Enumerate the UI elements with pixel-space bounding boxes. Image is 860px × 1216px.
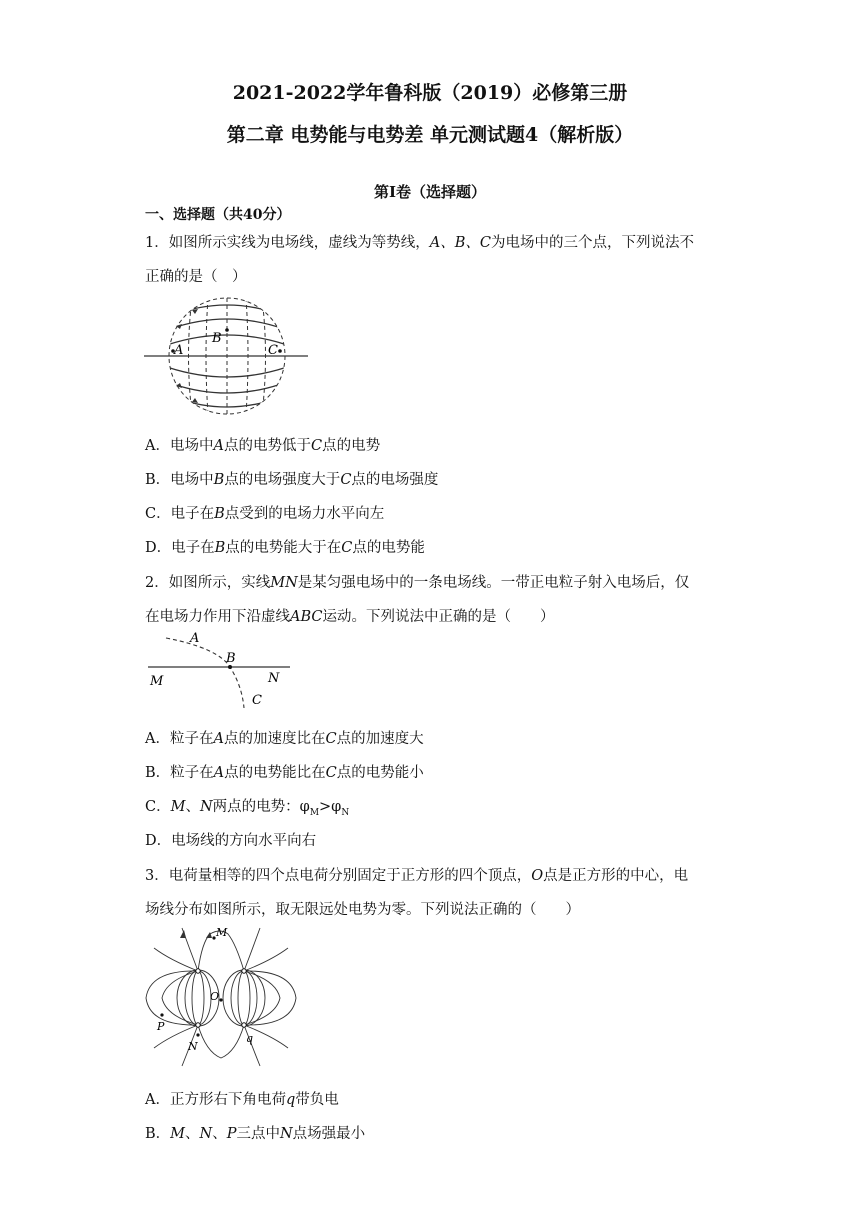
doc-title-line1: 2021-2022学年鲁科版（2019）必修第三册	[232, 82, 628, 104]
q1-label-c: C	[268, 343, 278, 358]
q1-stem-line2: 正确的是（ ）	[145, 269, 247, 285]
q3-label-p: P	[157, 1020, 165, 1033]
q2-label-m: M	[150, 674, 164, 689]
q2-option-c: C．M、N两点的电势：$\varphi_M>\varphi_N$	[145, 799, 350, 818]
q1-field-figure	[140, 296, 315, 416]
q1-option-b: B．电场中B点的电场强度大于C点的电场强度	[145, 472, 439, 488]
q3-label-q: q	[246, 1032, 254, 1045]
q1-label-a: A	[174, 343, 184, 358]
q3-charges-figure	[140, 920, 300, 1068]
q2-stem-line2: 在电场力作用下沿虚线ABC运动。下列说法中正确的是（ ）	[145, 609, 555, 625]
q2-option-a: A．粒子在A点的加速度比在C点的加速度大	[145, 731, 424, 747]
q3-label-o: O	[210, 990, 220, 1003]
q3-label-m: M	[216, 926, 228, 939]
q1-stem-line1: 1．如图所示实线为电场线，虚线为等势线，A、B、C为电场中的三个点，下列说法不	[145, 235, 694, 251]
q2-option-b: B．粒子在A点的电势能比在C点的电势能小	[145, 765, 424, 781]
q2-trajectory-figure	[140, 628, 300, 710]
q1-label-b: B	[212, 331, 222, 346]
q3-stem-line2: 场线分布如图所示，取无限远处电势为零。下列说法正确的（ ）	[145, 902, 580, 918]
doc-title-line2: 第二章 电势能与电势差 单元测试题4（解析版）	[226, 124, 634, 146]
q2-option-d: D．电场线的方向水平向右	[145, 833, 317, 849]
q2-label-a: A	[190, 631, 200, 646]
volume-heading: 第Ⅰ卷（选择题）	[373, 183, 487, 201]
q2-label-b: B	[226, 651, 236, 666]
q3-label-n: N	[188, 1040, 198, 1053]
section-heading: 一、选择题（共40分）	[145, 207, 291, 223]
q2-stem-line1: 2．如图所示，实线MN是某匀强电场中的一条电场线。一带正电粒子射入电场后，仅	[145, 575, 690, 591]
q2-label-n: N	[268, 671, 280, 686]
q1-option-d: D．电子在B点的电势能大于在C点的电势能	[145, 540, 425, 556]
q3-option-a: A．正方形右下角电荷q带负电	[145, 1092, 339, 1108]
q1-option-c: C．电子在B点受到的电场力水平向左	[145, 506, 385, 522]
q2-label-c: C	[252, 693, 262, 708]
q1-option-a: A．电场中A点的电势低于C点的电势	[145, 438, 381, 454]
q3-stem-line1: 3．电荷量相等的四个点电荷分别固定于正方形的四个顶点，O点是正方形的中心，电	[145, 868, 689, 884]
q3-option-b: B．M、N、P三点中N点场强最小	[145, 1126, 366, 1142]
